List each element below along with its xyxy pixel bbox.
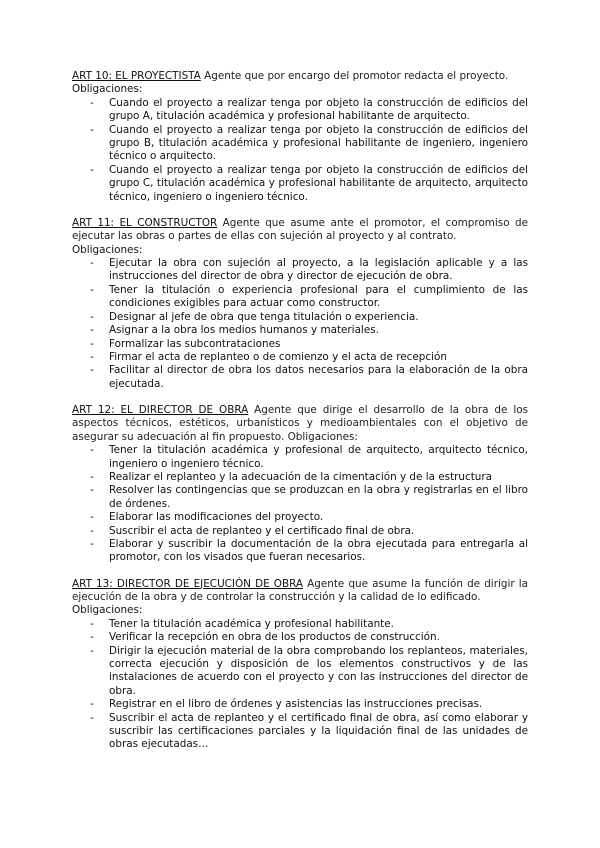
document-page (72, 70, 528, 752)
dash-bullet-icon: - (90, 617, 94, 630)
section-title: ART 11: EL CONSTRUCTOR (72, 216, 218, 229)
dash-bullet-icon: - (90, 337, 94, 350)
section-title: ART 10: EL PROYECTISTA (72, 70, 201, 82)
obligations-list (72, 257, 528, 391)
dash-bullet-icon: - (90, 310, 94, 323)
list-item (90, 644, 528, 699)
list-item-text: Registrar en el libro de órdenes y asistencias las instrucciones precisas. (109, 698, 483, 711)
list-item-text: Firmar el acta de replanteo o de comienzo y el acta de recepción (109, 350, 447, 363)
list-item-text: Realizar el replanteo y la adecuación de la cimentación y de la estructura (109, 470, 493, 483)
obligations-list (72, 618, 528, 752)
list-item (90, 524, 528, 538)
list-item (90, 617, 528, 631)
list-item-text: Cuando el proyecto a realizar tenga por objeto la construcción de edificios del grupo A, titulación académica y profesional habilitante de arquitecto. (109, 96, 528, 123)
list-item-text: Designar al jefe de obra que tenga titulación o experiencia. (109, 310, 419, 323)
list-item (90, 484, 528, 511)
list-item (90, 96, 528, 124)
dash-bullet-icon: - (90, 631, 94, 644)
dash-bullet-icon: - (90, 470, 94, 483)
list-item (90, 631, 528, 644)
list-item (90, 350, 528, 364)
list-item-text: Tener la titulación o experiencia profesional para el cumplimiento de las condiciones exigibles para actuar como constructor. (109, 283, 528, 310)
list-item (90, 257, 528, 284)
list-item-text: Facilitar al director de obra los datos necesarios para la elaboración de la obra ejecutada. (109, 364, 528, 390)
obligations-label: Obligaciones: (72, 604, 143, 617)
section-intro: Agente que por encargo del promotor redacta el proyecto. (200, 70, 509, 82)
list-item-text: Dirigir la ejecución material de la obra comprobando los replanteos, materiales, correcta ejecución y disposición de los elementos constructivos y de las instalaciones de acuerdo con el proyecto y con las instrucciones del director de obra. (109, 644, 528, 697)
dash-bullet-icon: - (90, 364, 94, 377)
dash-bullet-icon: - (90, 484, 94, 497)
dash-bullet-icon: - (90, 324, 94, 337)
list-item (90, 123, 528, 164)
section-intro: Agente que asume ante el promotor, el compromiso de ejecutar las obras o partes de ellas con sujeción al proyecto y al contrato. (72, 216, 528, 243)
dash-bullet-icon: - (90, 511, 94, 524)
list-item (90, 511, 528, 524)
obligations-label: Obligaciones: (72, 243, 143, 256)
dash-bullet-icon: - (90, 123, 94, 136)
list-item (90, 283, 528, 311)
dash-bullet-icon: - (90, 350, 94, 363)
obligations-list (72, 444, 528, 565)
dash-bullet-icon: - (90, 711, 94, 724)
dash-bullet-icon: - (90, 283, 94, 296)
list-item-text: Formalizar las subcontrataciones (109, 337, 281, 350)
list-item-text: Cuando el proyecto a realizar tenga por objeto la construcción de edificios del grupo B, titulación académica y profesional habilitante de ingeniero, ingeniero técnico o arquitecto. (109, 123, 528, 163)
list-item (90, 538, 528, 565)
section-heading (72, 70, 528, 83)
dash-bullet-icon: - (90, 644, 94, 657)
list-item (90, 337, 528, 351)
dash-bullet-icon: - (90, 96, 94, 109)
dash-bullet-icon: - (90, 444, 94, 457)
list-item-text: Elaborar las modificaciones del proyecto. (109, 511, 324, 524)
dash-bullet-icon: - (90, 524, 94, 537)
section-art-12 (72, 404, 528, 565)
obligations-label: Obligaciones: (72, 83, 143, 96)
dash-bullet-icon: - (90, 163, 94, 176)
list-item (90, 711, 528, 752)
list-item (90, 444, 528, 471)
list-item (90, 698, 528, 711)
section-art-10 (72, 70, 528, 204)
list-item (90, 470, 528, 484)
list-item-text: Suscribir el acta de replanteo y el certificado final de obra. (109, 524, 415, 537)
list-item-text: Tener la titulación académica y profesional de arquitecto, arquitecto técnico, ingeniero o ingeniero técnico. (109, 444, 528, 470)
list-item (90, 324, 528, 337)
list-item (90, 163, 528, 204)
list-item-text: Resolver las contingencias que se produzcan en la obra y registrarlas en el libro de órdenes. (109, 484, 528, 510)
dash-bullet-icon: - (90, 698, 94, 711)
section-art-11 (72, 217, 528, 391)
list-item (90, 310, 528, 324)
section-heading (72, 404, 528, 444)
list-item-text: Asignar a la obra los medios humanos y materiales. (109, 324, 379, 337)
section-title: ART 12: EL DIRECTOR DE OBRA (72, 403, 249, 416)
list-item-text: Ejecutar la obra con sujeción al proyecto, a la legislación aplicable y a las instrucciones del director de obra y director de ejecución de obra. (109, 257, 528, 283)
section-title: ART 13: DIRECTOR DE EJECUCIÓN DE OBRA (72, 577, 304, 590)
section-intro: Agente que asume la función de dirigir la ejecución de la obra y de controlar la construcción y la calidad de lo edificado. (72, 577, 529, 604)
list-item-text: Tener la titulación académica y profesional habilitante. (109, 617, 394, 630)
section-art-13 (72, 578, 528, 752)
list-item-text: Elaborar y suscribir la documentación de la obra ejecutada para entregarla al promotor, con los visados que fueran necesarios. (109, 538, 528, 564)
section-heading (72, 217, 528, 244)
obligations-list (72, 97, 528, 204)
list-item-text: Suscribir el acta de replanteo y el certificado final de obra, así como elaborar y suscribir las certificaciones parciales y la liquidación final de las unidades de obras ejecutadas… (109, 711, 528, 751)
section-heading (72, 578, 528, 605)
dash-bullet-icon: - (90, 538, 94, 550)
section-intro: Agente que dirige el desarrollo de la obra de los aspectos técnicos, estéticos, urbanísticos y medioambientales con el objetivo de asegurar su adecuación al fin propuesto. Obligaciones: (72, 403, 528, 443)
list-item-text: Cuando el proyecto a realizar tenga por objeto la construcción de edificios del grupo C, titulación académica y profesional habilitante de arquitecto, arquitecto técnico, ingeniero o ingeniero técnico. (109, 163, 528, 203)
dash-bullet-icon: - (90, 257, 94, 270)
list-item-text: Verificar la recepción en obra de los productos de construcción. (109, 631, 440, 644)
list-item (90, 364, 528, 391)
